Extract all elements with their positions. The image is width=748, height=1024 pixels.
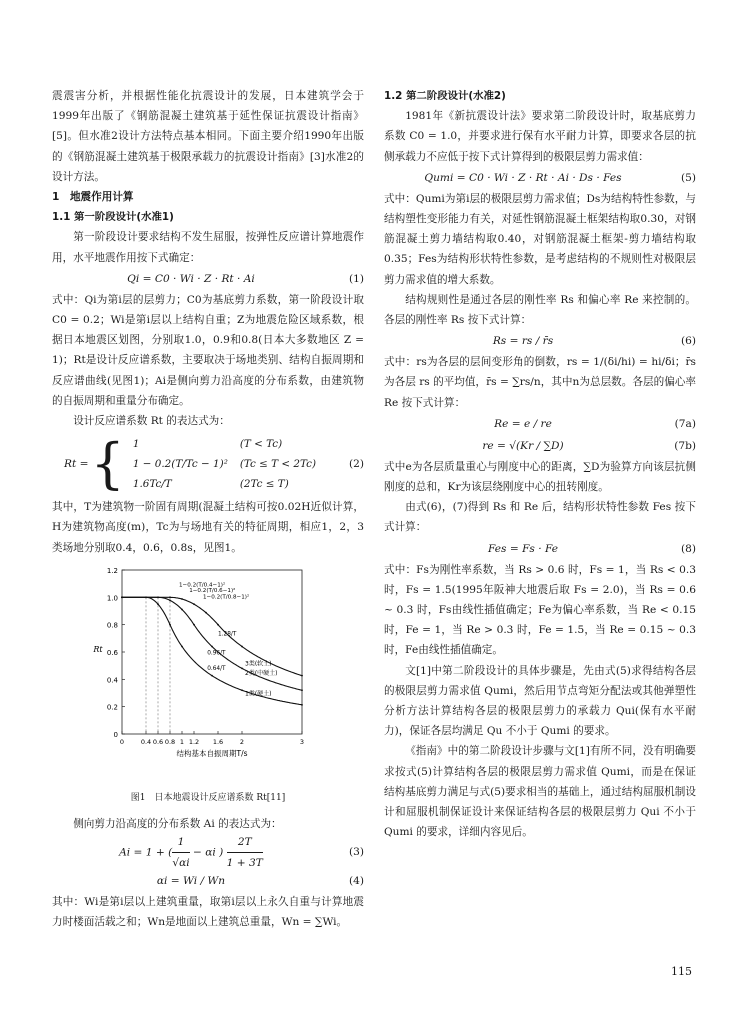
data-point bbox=[169, 599, 171, 601]
equation-7-definition: 式中e为各层质量重心与刚度中心的距离，∑D为验算方向该层抗侧刚度的总和，Kr为该层绕刚度中心的扭转刚度。 bbox=[384, 460, 696, 494]
ai-intro: 侧向剪力沿高度的分布系数 Ai 的表达式为： bbox=[73, 818, 282, 831]
series-line bbox=[122, 597, 302, 678]
equation-1-number: (1) bbox=[348, 272, 364, 285]
figure-1-caption: 图1 日本地震设计反应谱系数 Rt[11] bbox=[130, 792, 286, 803]
x-tick-label: 3 bbox=[299, 737, 305, 746]
equation-2-definition: 其中，T为建筑物一阶固有周期(混凝土结构可按0.02H近似计算，H为建筑物高度(m)，Tc为与场地有关的特征周期，相应1，2，3类场地分别取0.4，0.6，0.8s，见图1。 bbox=[52, 501, 364, 554]
frac-numerator: 1 bbox=[172, 832, 189, 853]
data-point bbox=[301, 675, 303, 677]
site-class-label: 3类(软土) bbox=[245, 660, 272, 668]
equation-6-number: (6) bbox=[680, 335, 696, 348]
equation-1 bbox=[52, 268, 364, 290]
equation-7a-number: (7a) bbox=[674, 417, 696, 430]
intro-paragraph: 震震害分析，并根据性能化抗震设计的发展，日本建筑学会于1999年出版了《钢筋混凝土建筑基于延性保证抗震设计指南》[5]。但水准2设计方法特点基本相同。下面主要介绍1990年出版的《钢筋混凝土建筑基于极限承载力的抗震设计指南》[3]水准2的设计方法。 bbox=[52, 90, 364, 183]
rt-intro: 设计反应谱系数 Rt 的表达式为： bbox=[73, 415, 230, 428]
equation-7b-number: (7b) bbox=[674, 439, 696, 452]
equation-8-definition: 式中：Fs为刚性率系数，当 Rs > 0.6 时，Fs = 1，当 Rs < 0.3 时，Fs = 1.5(1995年阪神大地震后取 Fs = 2.0)，当 Rs = 0.6 ~ 0.3 时，Fs由线性插值确定；Fe为偏心率系数，当 Re < 0.15 时，Fe = 1，当 Re > 0.3 时，Fe = 1.5，当 Re = 0.15 ~ 0.3 时，Fe由线性插值确定。 bbox=[384, 563, 696, 657]
data-point bbox=[193, 603, 195, 605]
equation-3 bbox=[52, 834, 364, 870]
equation-6-definition: 式中：rs为各层的层间变形角的倒数，rs = 1/(δi/hi) = hi/δi；r̄s为各层 rs 的平均值，r̄s = ∑rs/n，其中n为总层数。各层的偏心率 Re 按下式计算： bbox=[384, 356, 696, 409]
curve-formula-label: 1−0.2(T/0.4−1)² bbox=[179, 582, 226, 589]
equation-8-expr: Fes = Fs · Fe bbox=[487, 542, 559, 555]
data-point bbox=[169, 624, 171, 626]
x-axis-label: 结构基本自振周期T/s bbox=[176, 748, 248, 758]
response-spectrum-chart bbox=[52, 558, 364, 770]
data-point bbox=[157, 603, 159, 605]
page-number: 115 bbox=[671, 965, 692, 978]
frac-denominator: 1 + 3T bbox=[226, 856, 263, 869]
y-tick-label: 0.8 bbox=[106, 621, 118, 630]
site-class-label: 1类(硬土) bbox=[245, 690, 272, 698]
x-tick-label: 0.4 bbox=[140, 737, 152, 746]
equation-5-number: (5) bbox=[680, 171, 696, 184]
equation-7a-expr: Re = e / re bbox=[494, 417, 552, 430]
equation-7b-expr: re = √(Kr / ∑D) bbox=[482, 439, 564, 452]
data-point bbox=[181, 608, 183, 610]
y-tick-label: 0 bbox=[113, 730, 118, 739]
case-value: 1 − 0.2(T/Tc − 1)² bbox=[132, 458, 228, 471]
case-condition: (Tc ≤ T < 2Tc) bbox=[239, 458, 317, 471]
branch-formula-label: 0.96/T bbox=[207, 650, 226, 657]
x-tick-label: 2 bbox=[239, 737, 245, 746]
branch-formula-label: 1.28/T bbox=[218, 631, 237, 638]
equation-3-frac2 bbox=[227, 832, 263, 873]
fes-intro: 由式(6)，(7)得到 Rs 和 Re 后，结构形状特性参数 Fes 按下式计算： bbox=[384, 501, 696, 534]
equation-2 bbox=[52, 431, 364, 497]
equation-2-cases bbox=[127, 434, 322, 495]
regularity-paragraph: 结构规则性是通过各层的刚性率 Rs 和偏心率 Re 来控制的。各层的刚性率 Rs 按下式计算： bbox=[384, 293, 696, 327]
y-tick-label: 0.6 bbox=[106, 648, 118, 657]
data-point bbox=[301, 704, 303, 706]
equation-2-number: (2) bbox=[348, 458, 364, 471]
data-point bbox=[241, 689, 243, 691]
case-condition: (T < Tc) bbox=[239, 437, 283, 450]
equation-8 bbox=[384, 538, 696, 560]
equation-1-definition: 式中：Qi为第i层的层剪力；C0为基底剪力系数，第一阶段设计取C0 = 0.2；Wi是第i层以上结构自重；Z为地震危险区域系数，根据日本地震区划图，分别取1.0，0.9和0.8(日本大多数地区 Z = 1)；Rt是设计反应谱系数，主要取决于场地类别、结构自振周期和反应谱曲线(见图1)；Ai是侧向剪力沿高度的分布系数，由建筑物的自振周期和重量分布确定。 bbox=[52, 293, 364, 407]
case-value: 1 bbox=[132, 437, 140, 450]
branch-formula-label: 0.64/T bbox=[207, 665, 226, 672]
x-tick-label: 0 bbox=[119, 737, 125, 746]
steps-paragraph: 文[1]中第二阶段设计的具体步骤是，先由式(5)求得结构各层的极限层剪力需求值 Qumi，然后用节点弯矩分配法或其他弹塑性分析方法计算结构各层的极限层剪力的承载力 Qui(保有水平耐力)，保证各层均满足 Qu 不小于 Qumi 的要求。 bbox=[384, 664, 696, 738]
equation-1-expr: Qi = C0 · Wi · Z · Rt · Ai bbox=[127, 272, 255, 285]
left-brace-icon: { bbox=[90, 432, 125, 496]
x-tick-label: 1 bbox=[179, 737, 185, 746]
equation-4-expr: αi = Wi / Wn bbox=[156, 875, 226, 888]
equation-3-expr: Ai = 1 + ( $\frac{1}{√\alpha i}$ − αi ) $\frac{2T}{1 + 3T}$ bbox=[52, 832, 330, 873]
equation-6 bbox=[384, 330, 696, 352]
frac-denominator: √αi bbox=[172, 856, 190, 869]
equation-3-left: Ai = 1 + bbox=[119, 846, 165, 859]
y-tick-label: 0.2 bbox=[106, 703, 118, 712]
equation-4-number: (4) bbox=[348, 875, 364, 888]
data-point bbox=[211, 645, 213, 647]
equation-5-definition: 式中：Qumi为第i层的极限层剪力需求值；Ds为结构特性参数，与结构塑性变形能力有关，对延性钢筋混凝土框架结构取0.30，对钢筋混凝土剪力墙结构取0.40，对钢筋混凝土框架-剪力墙结构取0.35；Fes为结构形状特性参数，是考虑结构的不规则性对极限层剪力需求值的增大系数。 bbox=[384, 192, 696, 286]
data-point bbox=[181, 645, 183, 647]
data-point bbox=[193, 624, 195, 626]
data-point bbox=[241, 645, 243, 647]
data-point bbox=[211, 675, 213, 677]
curve-formula-label: 1−0.2(T/0.8−1)² bbox=[203, 594, 250, 601]
x-tick-label: 1.2 bbox=[188, 737, 200, 746]
y-axis-label: Rt bbox=[93, 644, 103, 654]
equation-7a bbox=[384, 413, 696, 435]
equation-7b bbox=[384, 435, 696, 457]
data-point bbox=[181, 598, 183, 600]
curve-formula-label: 1−0.2(T/0.6−1)² bbox=[189, 587, 236, 594]
x-tick-label: 0.8 bbox=[164, 737, 176, 746]
equation-3-number: (3) bbox=[348, 846, 364, 859]
equation-8-number: (8) bbox=[680, 542, 696, 555]
equation-4 bbox=[52, 870, 364, 892]
data-point bbox=[121, 596, 123, 598]
data-point bbox=[169, 596, 171, 598]
right-column bbox=[384, 86, 696, 843]
equation-5-expr: Qumi = C0 · Wi · Z · Rt · Ai · Ds · Fes bbox=[424, 171, 622, 184]
equation-4-definition: 其中：Wi是第i层以上建筑重量，取第i层以上永久自重与计算地震力时楼面活载之和；Wn是地面以上建筑总重量，Wn = ∑Wi。 bbox=[52, 896, 364, 929]
y-tick-label: 1.2 bbox=[106, 566, 118, 575]
equation-2-lhs: Rt = bbox=[64, 458, 89, 471]
y-tick-label: 1.0 bbox=[106, 594, 118, 603]
stage1-paragraph: 第一阶段设计要求结构不发生屈服，按弹性反应谱计算地震作用，水平地震作用按下式确定： bbox=[52, 231, 364, 264]
data-point bbox=[205, 612, 207, 614]
data-point bbox=[241, 667, 243, 669]
guide-paragraph: 《指南》中的第二阶段设计步骤与文[1]有所不同，没有明确要求按式(5)计算结构各层的极限层剪力需求值 Qumi，而是在保证结构基底剪力满足与式(5)要求相当的基础上，通过结构屈服机制设计和屈服机制保证设计来保证结构各层的极限层剪力 Qui 不小于 Qumi 的要求，详细内容见后。 bbox=[384, 745, 696, 839]
section-1-2-heading: 1.2 第二阶段设计(水准2) bbox=[384, 90, 506, 102]
equation-3-mid: − αi ) bbox=[192, 846, 224, 859]
data-point bbox=[301, 689, 303, 691]
section-1-heading: 1 地震作用计算 bbox=[52, 191, 134, 204]
equation-5 bbox=[384, 167, 696, 189]
equation-6-expr: Rs = rs / r̄s bbox=[492, 335, 554, 348]
site-class-label: 2类(中硬土) bbox=[245, 670, 278, 678]
case-condition: (2Tc ≤ T) bbox=[239, 478, 289, 491]
case-value: 1.6Tc/T bbox=[132, 478, 172, 491]
y-tick-label: 0.4 bbox=[106, 676, 118, 685]
x-tick-label: 1.6 bbox=[212, 737, 224, 746]
stage2-paragraph: 1981年《新抗震设计法》要求第二阶段设计时，取基底剪力系数 C0 = 1.0，并要求进行保有水平耐力计算，即要求各层的抗侧承载力不应低于按下式计算得到的极限层剪力需求值： bbox=[384, 110, 696, 163]
equation-3-frac bbox=[172, 832, 189, 873]
section-1-1-heading: 1.1 第一阶段设计(水准1) bbox=[52, 211, 174, 224]
left-column bbox=[52, 86, 364, 933]
x-tick-label: 0.6 bbox=[152, 737, 164, 746]
frac-numerator: 2T bbox=[227, 832, 263, 853]
data-point bbox=[217, 624, 219, 626]
figure-1 bbox=[52, 558, 364, 786]
